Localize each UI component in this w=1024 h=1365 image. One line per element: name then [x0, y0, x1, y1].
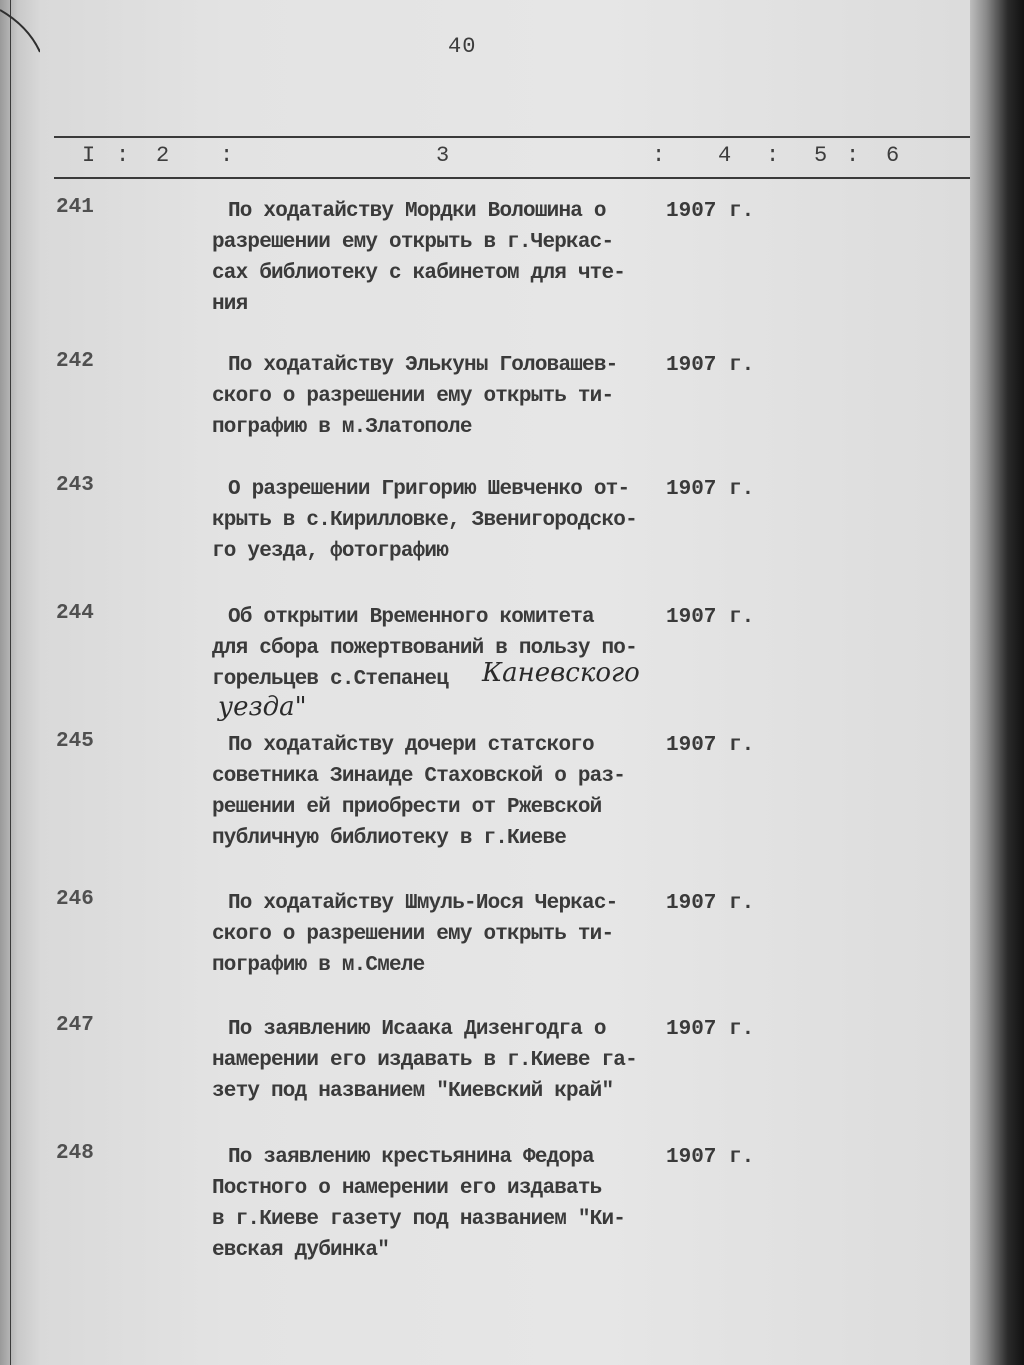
header-separator: : [846, 143, 860, 168]
entry-line: По заявлению крестьянина Федора [228, 1146, 594, 1169]
handwritten-annotation: уезда" [218, 692, 307, 722]
entry-line: намерении его издавать в г.Киеве га- [212, 1049, 637, 1072]
entry-line: крыть в с.Кирилловке, Звенигородско- [212, 509, 637, 532]
entry-line: ского о разрешении ему открыть ти- [212, 385, 614, 408]
entry-date: 1907 г. [666, 354, 755, 377]
entry-line: для сбора пожертвований в пользу по- [212, 637, 637, 660]
binding-margin [0, 0, 40, 1365]
header-col-1: I [82, 143, 96, 168]
entry-number: 248 [56, 1142, 94, 1165]
entry-text [212, 196, 682, 320]
entries-list [40, 0, 970, 1365]
entry-line: ского о разрешении ему открыть ти- [212, 923, 614, 946]
entry-number: 244 [56, 602, 94, 625]
entry-line: евская дубинка" [212, 1239, 390, 1262]
entry-line: По ходатайству Мордки Волошина о [228, 200, 606, 223]
header-separator: : [220, 143, 234, 168]
entry-line: публичную библиотеку в г.Киеве [212, 827, 567, 850]
entry-line: решении ей приобрести от Ржевской [212, 796, 602, 819]
header-col-4: 4 [718, 143, 732, 168]
entry-date: 1907 г. [666, 1146, 755, 1169]
entry-line: По ходатайству дочери статского [228, 734, 594, 757]
header-col-6: 6 [886, 143, 900, 168]
entry-date: 1907 г. [666, 478, 755, 501]
entry-date: 1907 г. [666, 606, 755, 629]
entry-number: 247 [56, 1014, 94, 1037]
entry-date: 1907 г. [666, 1018, 755, 1041]
document-page [40, 0, 970, 1365]
binding-rule [10, 0, 11, 1365]
handwritten-annotation: Каневского [482, 658, 640, 688]
binding-stamp-arc [0, 0, 40, 60]
header-separator: : [766, 143, 780, 168]
entry-date: 1907 г. [666, 734, 755, 757]
page-number: 40 [448, 34, 477, 59]
entry-line: го уезда, фотографию [212, 540, 449, 563]
entry-line: Постного о намерении его издавать [212, 1177, 602, 1200]
entry-line: зету под названием "Киевский край" [212, 1080, 614, 1103]
entry-number: 243 [56, 474, 94, 497]
entry-text [212, 888, 682, 981]
entry-date: 1907 г. [666, 200, 755, 223]
header-col-2: 2 [156, 143, 170, 168]
entry-text [212, 1014, 682, 1107]
entry-line: разрешении ему открыть в г.Черкас- [212, 231, 614, 254]
entry-line: По заявлению Исаака Дизенгодга о [228, 1018, 606, 1041]
entry-number: 241 [56, 196, 94, 219]
entry-line: в г.Киеве газету под названием "Ки- [212, 1208, 626, 1231]
entry-text [212, 474, 682, 567]
entry-line: Об открытии Временного комитета [228, 606, 594, 629]
entry-line: пографию в м.Смеле [212, 954, 425, 977]
entry-line: О разрешении Григорию Шевченко от- [228, 478, 630, 501]
header-col-3: 3 [436, 143, 450, 168]
entry-text [212, 1142, 682, 1266]
header-separator: : [652, 143, 666, 168]
entry-line: ния [212, 293, 248, 316]
entry-number: 242 [56, 350, 94, 373]
entry-text [212, 350, 682, 443]
entry-number: 245 [56, 730, 94, 753]
entry-line: сах библиотеку с кабинетом для чте- [212, 262, 626, 285]
entry-line: пографию в м.Златополе [212, 416, 472, 439]
page-edge-shadow [970, 0, 1024, 1365]
entry-line: советника Зинаиде Стаховской о раз- [212, 765, 626, 788]
header-separator: : [116, 143, 130, 168]
header-col-5: 5 [814, 143, 828, 168]
entry-text [212, 730, 682, 854]
entry-line: По ходатайству Элькуны Головашев- [228, 354, 618, 377]
entry-date: 1907 г. [666, 892, 755, 915]
entry-line: горельцев с.Степанец [212, 668, 449, 691]
entry-line: По ходатайству Шмуль-Иося Черкас- [228, 892, 618, 915]
entry-number: 246 [56, 888, 94, 911]
